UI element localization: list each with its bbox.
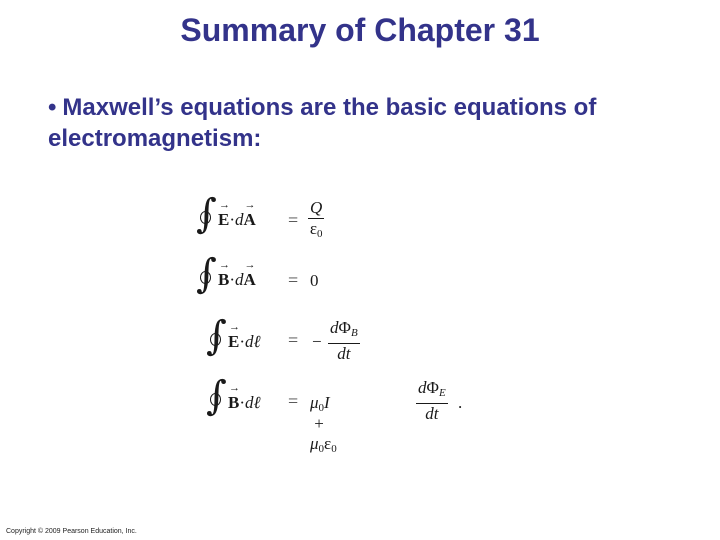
closed-integral-symbol: ∫ — [196, 251, 217, 297]
equals-sign: = — [288, 391, 299, 411]
equation-period: . — [458, 393, 463, 412]
equation-rhs: $\mu_0I + \mu_0\varepsilon_0$ — [310, 393, 337, 455]
equals-sign: = — [288, 330, 299, 350]
equation-rhs-fraction: $d\Phi_B$ dt — [330, 318, 358, 363]
closed-integral-symbol: ∫ — [196, 191, 217, 237]
closed-integral-symbol: ∫ — [206, 373, 227, 419]
equals-sign: = — [288, 210, 299, 230]
equals-sign: = — [288, 270, 299, 290]
equation-lhs: → E·dℓ — [228, 332, 261, 352]
copyright-footer: Copyright © 2009 Pearson Education, Inc. — [6, 528, 137, 535]
equation-lhs: → B·dℓ — [228, 393, 261, 413]
equation-rhs: $\frac{Q}{\varepsilon_0}$ — [309, 198, 323, 240]
bullet-point — [48, 92, 688, 154]
equation-lhs: → E·d→ A — [218, 210, 256, 230]
bullet-marker: • — [48, 94, 57, 121]
closed-integral-symbol: ∫ — [206, 313, 227, 359]
equation-rhs-fraction: $d\Phi_E$ dt — [418, 378, 446, 423]
maxwell-equations — [196, 191, 496, 455]
equation-rhs: 0 — [310, 271, 319, 290]
bullet-text: Maxwell’s equations are the basic equations of electromagnetism: — [48, 94, 597, 152]
equation-lhs: → B·d→ A — [218, 270, 256, 290]
equation-rhs: − — [312, 332, 322, 351]
slide-title: Summary of Chapter 31 — [180, 12, 540, 48]
